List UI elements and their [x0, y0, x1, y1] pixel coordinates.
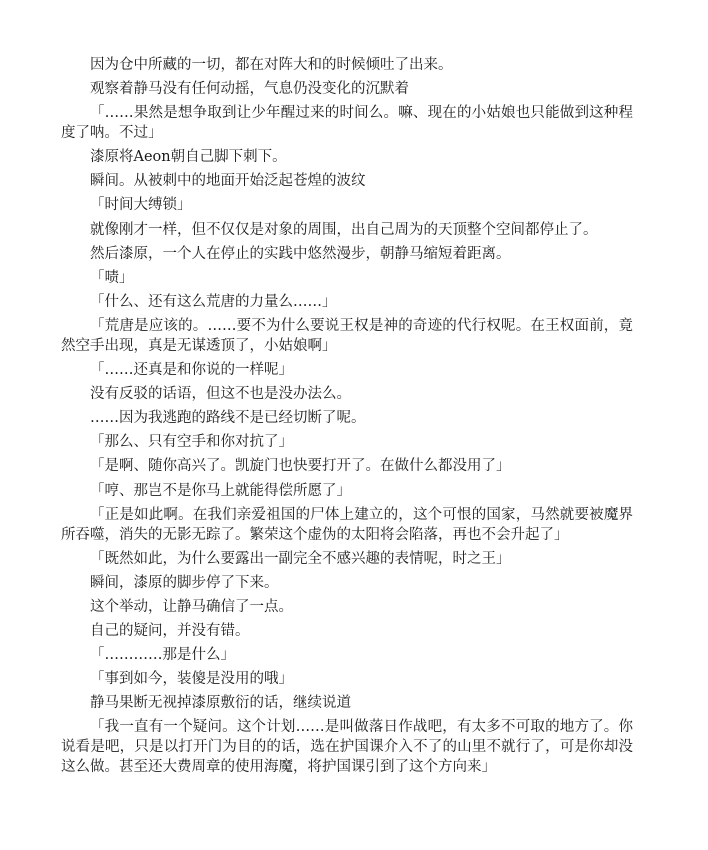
paragraph: 「既然如此，为什么要露出一副完全不感兴趣的表情呢，时之王」	[90, 550, 511, 567]
paragraph: 「时间大缚锁」	[90, 197, 192, 214]
paragraph: 「……还真是和你说的一样呢」	[90, 362, 293, 379]
paragraph: 「……果然是想争取到让少年醒过来的时间么。嘛、现在的小姑娘也只能做到这种程度了呐。不过」	[61, 105, 633, 142]
paragraph: 「…………那是什么」	[90, 647, 235, 664]
paragraph: 「什么、还有这么荒唐的力量么……」	[90, 293, 337, 310]
paragraph: 「哼、那岂不是你马上就能得偿所愿了」	[90, 482, 351, 499]
paragraph: 这个举动，让静马确信了一点。	[90, 598, 293, 615]
paragraph: 没有反驳的话语，但这不也是没办法么。	[90, 386, 351, 403]
paragraph: 「事到如今，装傻是没用的哦」	[90, 671, 293, 688]
document-body	[61, 55, 633, 781]
paragraph: ……因为我逃跑的路线不是已经切断了呢。	[90, 410, 366, 427]
paragraph: 「正是如此啊。在我们亲爱祖国的尸体上建立的，这个可恨的国家，马然就要被魔界所吞噬，消失的无影无踪了。繁荣这个虚伪的太阳将会陷落，再也不会升起了」	[61, 506, 633, 543]
paragraph: 瞬间，漆原的脚步停了下来。	[90, 574, 279, 591]
paragraph: 「是啊、随你高兴了。凯旋门也快要打开了。在做什么都没用了」	[90, 458, 511, 475]
paragraph: 「那么、只有空手和你对抗了」	[90, 434, 293, 451]
paragraph: 静马果断无视掉漆原敷衍的话，继续说道	[90, 695, 351, 712]
paragraph: 自己的疑问，并没有错。	[90, 622, 250, 639]
paragraph: 瞬间。从被刺中的地面开始泛起苍煌的波纹	[90, 173, 366, 190]
paragraph: 「荒唐是应该的。……要不为什么要说王权是神的奇迹的代行权呢。在王权面前，竟然空手出现，真是无谋透顶了，小姑娘啊」	[61, 317, 633, 354]
paragraph: 就像刚才一样，但不仅仅是对象的周围，出自己周为的天顶整个空间都停止了。	[90, 221, 598, 238]
paragraph: 因为仓中所藏的一切，都在对阵大和的时候倾吐了出来。	[90, 57, 453, 73]
paragraph: 漆原将Aeon朝自己脚下刺下。	[90, 149, 287, 166]
paragraph: 「啧」	[90, 269, 134, 286]
paragraph: 然后漆原，一个人在停止的实践中悠然漫步，朝静马缩短着距离。	[90, 245, 511, 262]
paragraph: 「我一直有一个疑问。这个计划……是叫做落日作战吧，有太多不可取的地方了。你说看是吧，只是以打开门为目的的话，选在护国课介入不了的山里不就行了，可是你却没这么做。甚至还大费周章的使用海魔，将护国课引到了这个方向来」	[61, 719, 633, 776]
paragraph: 观察着静马没有任何动摇，气息仍没变化的沉默着	[90, 81, 409, 98]
